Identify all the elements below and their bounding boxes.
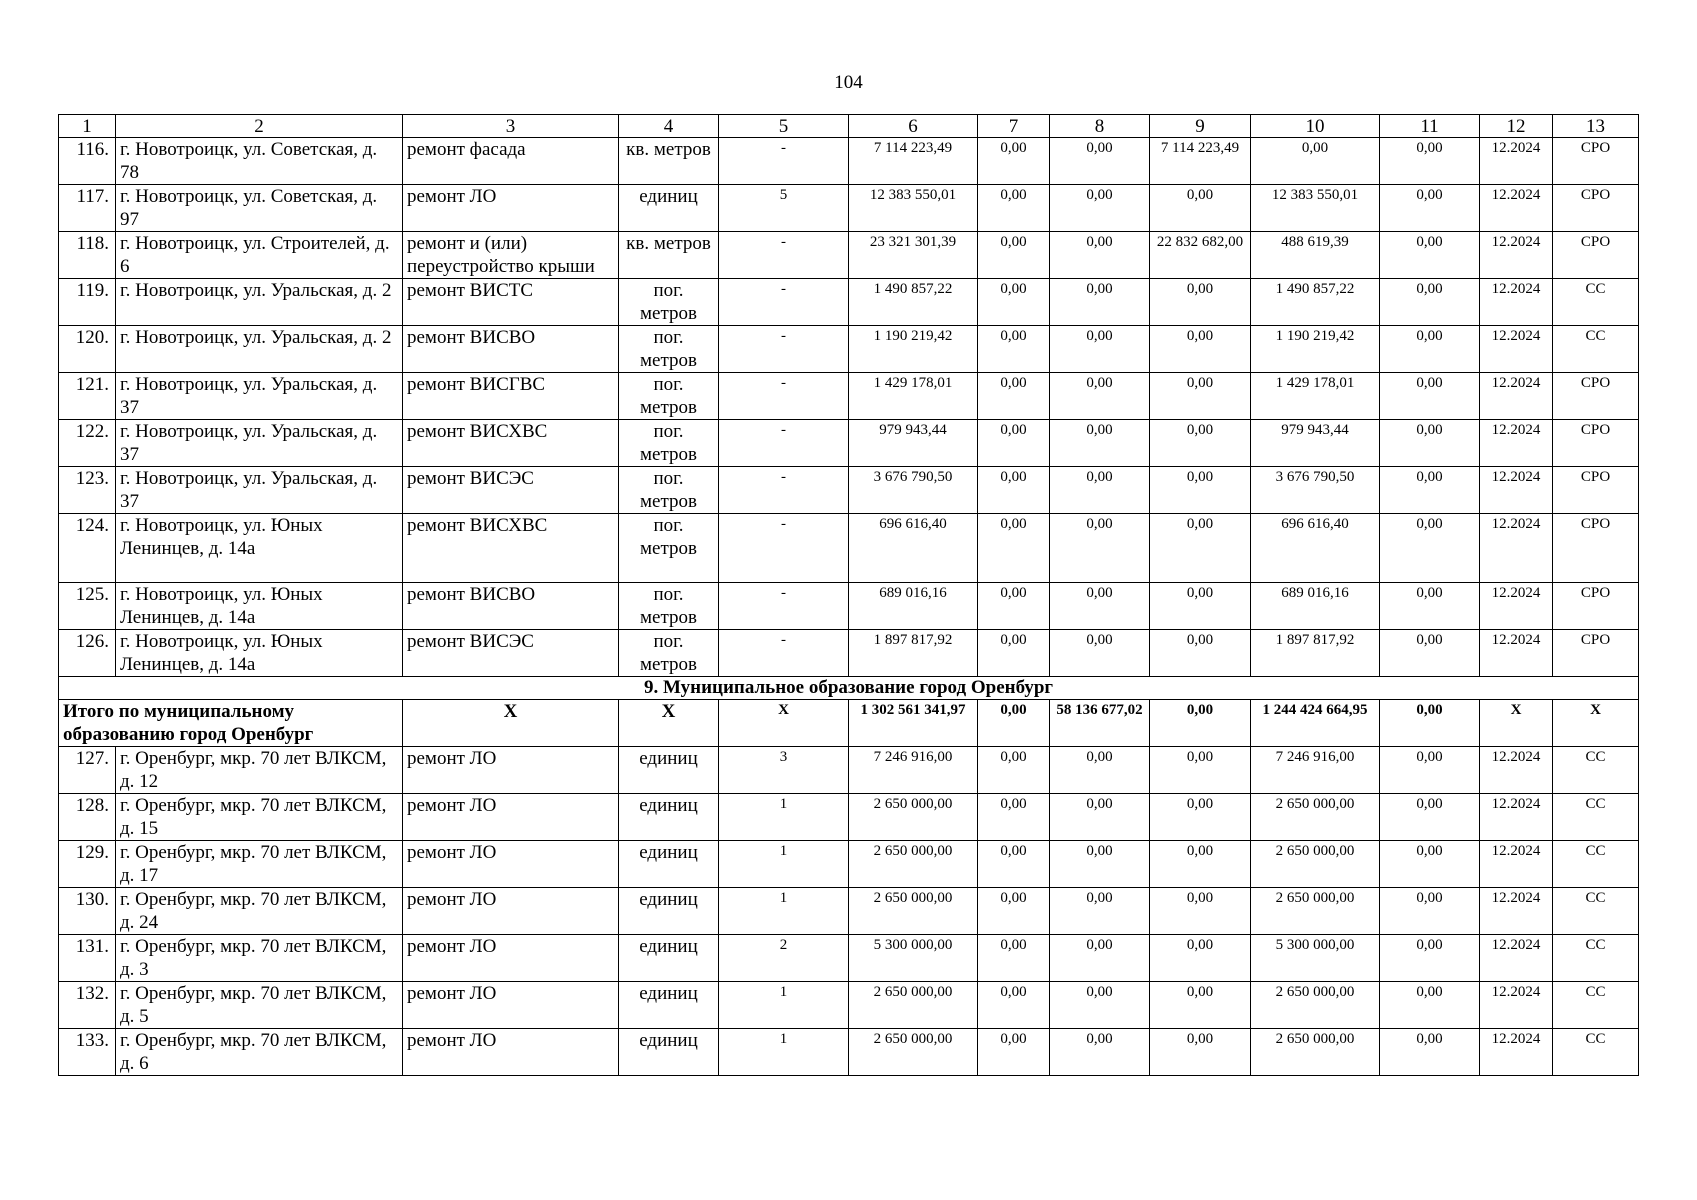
unit-cell: пог. метров — [619, 630, 719, 677]
completion-date-cell: 12.2024 — [1480, 747, 1553, 794]
table-row — [59, 583, 1639, 630]
unit-cell: пог. метров — [619, 420, 719, 467]
unit-cell: единиц — [619, 935, 719, 982]
table-row — [59, 888, 1639, 935]
method-cell: СС — [1553, 747, 1639, 794]
cost-cell: 0,00 — [1380, 279, 1480, 326]
completion-date-cell: 12.2024 — [1480, 982, 1553, 1029]
capital-repair-table — [58, 114, 1639, 1076]
cost-cell: 1 190 219,42 — [1251, 326, 1380, 373]
work-type-cell: ремонт ЛО — [403, 888, 619, 935]
unit-cell: пог. метров — [619, 514, 719, 583]
total-cost-cell: 1 897 817,92 — [849, 630, 978, 677]
cost-cell: 0,00 — [1150, 467, 1251, 514]
total-value-cell: 0,00 — [1150, 700, 1251, 747]
quantity-cell: - — [719, 232, 849, 279]
table-row — [59, 185, 1639, 232]
unit-cell: кв. метров — [619, 138, 719, 185]
total-value-cell: 1 244 424 664,95 — [1251, 700, 1380, 747]
method-cell: СС — [1553, 982, 1639, 1029]
cost-cell: 7 114 223,49 — [1150, 138, 1251, 185]
method-cell: СРО — [1553, 232, 1639, 279]
address-cell: г. Оренбург, мкр. 70 лет ВЛКСМ, д. 5 — [116, 982, 403, 1029]
method-cell: СС — [1553, 888, 1639, 935]
unit-cell: пог. метров — [619, 373, 719, 420]
quantity-cell: 3 — [719, 747, 849, 794]
section-title: 9. Муниципальное образование город Оренбург — [59, 677, 1639, 700]
completion-date-cell: 12.2024 — [1480, 888, 1553, 935]
address-cell: г. Новотроицк, ул. Юных Ленинцев, д. 14а — [116, 583, 403, 630]
row-number-cell: 123. — [59, 467, 116, 514]
column-number-cell: 3 — [403, 115, 619, 138]
row-number-cell: 118. — [59, 232, 116, 279]
method-cell: СРО — [1553, 185, 1639, 232]
cost-cell: 0,00 — [978, 373, 1050, 420]
column-number-cell: 11 — [1380, 115, 1480, 138]
table-row — [59, 373, 1639, 420]
cost-cell: 0,00 — [978, 747, 1050, 794]
unit-cell: единиц — [619, 888, 719, 935]
quantity-cell: 5 — [719, 185, 849, 232]
cost-cell: 0,00 — [978, 326, 1050, 373]
address-cell: г. Оренбург, мкр. 70 лет ВЛКСМ, д. 24 — [116, 888, 403, 935]
method-cell: СРО — [1553, 138, 1639, 185]
quantity-cell: - — [719, 583, 849, 630]
quantity-cell: - — [719, 630, 849, 677]
section-heading-row — [59, 677, 1639, 700]
table-row — [59, 935, 1639, 982]
cost-cell: 0,00 — [1150, 794, 1251, 841]
table-row — [59, 747, 1639, 794]
column-number-cell: 4 — [619, 115, 719, 138]
completion-date-cell: 12.2024 — [1480, 630, 1553, 677]
cost-cell: 0,00 — [1380, 514, 1480, 583]
cost-cell: 0,00 — [1150, 630, 1251, 677]
total-cost-cell: 2 650 000,00 — [849, 888, 978, 935]
completion-date-cell: 12.2024 — [1480, 373, 1553, 420]
column-number-cell: 13 — [1553, 115, 1639, 138]
cost-cell: 0,00 — [1050, 888, 1150, 935]
cost-cell: 0,00 — [1050, 185, 1150, 232]
method-cell: СРО — [1553, 420, 1639, 467]
cost-cell: 0,00 — [1050, 514, 1150, 583]
work-type-cell: ремонт ЛО — [403, 982, 619, 1029]
total-cost-cell: 23 321 301,39 — [849, 232, 978, 279]
unit-cell: пог. метров — [619, 583, 719, 630]
total-cost-cell: 2 650 000,00 — [849, 794, 978, 841]
cost-cell: 0,00 — [1050, 935, 1150, 982]
quantity-cell: 1 — [719, 794, 849, 841]
total-label: Итого по муниципальному образованию город Оренбург — [59, 700, 403, 747]
cost-cell: 0,00 — [1380, 630, 1480, 677]
completion-date-cell: 12.2024 — [1480, 794, 1553, 841]
completion-date-cell: 12.2024 — [1480, 1029, 1553, 1076]
cost-cell: 0,00 — [1050, 326, 1150, 373]
quantity-cell: - — [719, 514, 849, 583]
cost-cell: 0,00 — [1150, 1029, 1251, 1076]
cost-cell: 0,00 — [1380, 982, 1480, 1029]
cost-cell: 0,00 — [978, 630, 1050, 677]
column-number-cell: 9 — [1150, 115, 1251, 138]
completion-date-cell: 12.2024 — [1480, 841, 1553, 888]
unit-cell: единиц — [619, 794, 719, 841]
table-row — [59, 982, 1639, 1029]
quantity-cell: 1 — [719, 841, 849, 888]
quantity-cell: 1 — [719, 1029, 849, 1076]
row-number-cell: 133. — [59, 1029, 116, 1076]
cost-cell: 0,00 — [978, 279, 1050, 326]
column-number-cell: 7 — [978, 115, 1050, 138]
address-cell: г. Новотроицк, ул. Юных Ленинцев, д. 14а — [116, 514, 403, 583]
work-type-cell: ремонт ВИСВО — [403, 326, 619, 373]
work-type-cell: ремонт ЛО — [403, 747, 619, 794]
cost-cell: 0,00 — [1050, 1029, 1150, 1076]
cost-cell: 0,00 — [1380, 138, 1480, 185]
cost-cell: 0,00 — [1050, 841, 1150, 888]
cost-cell: 488 619,39 — [1251, 232, 1380, 279]
total-cost-cell: 2 650 000,00 — [849, 841, 978, 888]
work-type-cell: ремонт ВИСХВС — [403, 420, 619, 467]
cost-cell: 0,00 — [978, 138, 1050, 185]
completion-date-cell: 12.2024 — [1480, 138, 1553, 185]
address-cell: г. Оренбург, мкр. 70 лет ВЛКСМ, д. 12 — [116, 747, 403, 794]
row-number-cell: 125. — [59, 583, 116, 630]
column-number-cell: 6 — [849, 115, 978, 138]
total-cost-cell: 696 616,40 — [849, 514, 978, 583]
cost-cell: 0,00 — [978, 185, 1050, 232]
unit-cell: единиц — [619, 982, 719, 1029]
cost-cell: 0,00 — [1380, 1029, 1480, 1076]
cost-cell: 0,00 — [1050, 747, 1150, 794]
cost-cell: 0,00 — [1050, 232, 1150, 279]
cost-cell: 0,00 — [1050, 583, 1150, 630]
completion-date-cell: 12.2024 — [1480, 583, 1553, 630]
cost-cell: 5 300 000,00 — [1251, 935, 1380, 982]
method-cell: СС — [1553, 935, 1639, 982]
cost-cell: 0,00 — [1380, 420, 1480, 467]
cost-cell: 0,00 — [1380, 185, 1480, 232]
total-value-cell: Х — [719, 700, 849, 747]
total-cost-cell: 12 383 550,01 — [849, 185, 978, 232]
cost-cell: 0,00 — [1150, 279, 1251, 326]
table-row — [59, 514, 1639, 583]
address-cell: г. Новотроицк, ул. Уральская, д. 37 — [116, 467, 403, 514]
work-type-cell: ремонт и (или) переустройство крыши — [403, 232, 619, 279]
total-cost-cell: 1 490 857,22 — [849, 279, 978, 326]
row-number-cell: 119. — [59, 279, 116, 326]
unit-cell: единиц — [619, 185, 719, 232]
column-number-cell: 8 — [1050, 115, 1150, 138]
unit-cell: пог. метров — [619, 467, 719, 514]
cost-cell: 0,00 — [1380, 794, 1480, 841]
cost-cell: 0,00 — [1050, 373, 1150, 420]
completion-date-cell: 12.2024 — [1480, 185, 1553, 232]
cost-cell: 0,00 — [978, 841, 1050, 888]
cost-cell: 0,00 — [1150, 185, 1251, 232]
cost-cell: 0,00 — [1380, 373, 1480, 420]
row-number-cell: 128. — [59, 794, 116, 841]
cost-cell: 0,00 — [1050, 630, 1150, 677]
cost-cell: 0,00 — [978, 467, 1050, 514]
cost-cell: 0,00 — [1380, 467, 1480, 514]
total-cost-cell: 5 300 000,00 — [849, 935, 978, 982]
column-number-cell: 1 — [59, 115, 116, 138]
page-number: 104 — [834, 72, 863, 93]
row-number-cell: 131. — [59, 935, 116, 982]
total-value-cell: Х — [619, 700, 719, 747]
cost-cell: 0,00 — [1380, 841, 1480, 888]
completion-date-cell: 12.2024 — [1480, 326, 1553, 373]
cost-cell: 0,00 — [1150, 326, 1251, 373]
row-number-cell: 130. — [59, 888, 116, 935]
table-row — [59, 420, 1639, 467]
total-cost-cell: 1 190 219,42 — [849, 326, 978, 373]
address-cell: г. Новотроицк, ул. Советская, д. 78 — [116, 138, 403, 185]
cost-cell: 696 616,40 — [1251, 514, 1380, 583]
total-cost-cell: 979 943,44 — [849, 420, 978, 467]
total-value-cell: 0,00 — [1380, 700, 1480, 747]
address-cell: г. Новотроицк, ул. Строителей, д. 6 — [116, 232, 403, 279]
cost-cell: 0,00 — [1251, 138, 1380, 185]
cost-cell: 0,00 — [978, 935, 1050, 982]
column-number-cell: 10 — [1251, 115, 1380, 138]
cost-cell: 0,00 — [978, 583, 1050, 630]
total-value-cell: Х — [1553, 700, 1639, 747]
work-type-cell: ремонт ВИСТС — [403, 279, 619, 326]
column-number-cell: 5 — [719, 115, 849, 138]
unit-cell: пог. метров — [619, 279, 719, 326]
unit-cell: кв. метров — [619, 232, 719, 279]
work-type-cell: ремонт ВИСВО — [403, 583, 619, 630]
row-number-cell: 117. — [59, 185, 116, 232]
cost-cell: 0,00 — [1380, 583, 1480, 630]
address-cell: г. Новотроицк, ул. Уральская, д. 37 — [116, 420, 403, 467]
quantity-cell: - — [719, 279, 849, 326]
cost-cell: 0,00 — [1050, 279, 1150, 326]
total-cost-cell: 2 650 000,00 — [849, 982, 978, 1029]
total-cost-cell: 7 246 916,00 — [849, 747, 978, 794]
completion-date-cell: 12.2024 — [1480, 420, 1553, 467]
cost-cell: 1 429 178,01 — [1251, 373, 1380, 420]
cost-cell: 2 650 000,00 — [1251, 982, 1380, 1029]
method-cell: СРО — [1553, 373, 1639, 420]
cost-cell: 0,00 — [978, 888, 1050, 935]
cost-cell: 12 383 550,01 — [1251, 185, 1380, 232]
work-type-cell: ремонт фасада — [403, 138, 619, 185]
total-cost-cell: 689 016,16 — [849, 583, 978, 630]
cost-cell: 0,00 — [978, 1029, 1050, 1076]
cost-cell: 0,00 — [978, 232, 1050, 279]
work-type-cell: ремонт ЛО — [403, 1029, 619, 1076]
row-number-cell: 132. — [59, 982, 116, 1029]
quantity-cell: - — [719, 467, 849, 514]
row-number-cell: 121. — [59, 373, 116, 420]
cost-cell: 0,00 — [978, 420, 1050, 467]
total-value-cell: 58 136 677,02 — [1050, 700, 1150, 747]
cost-cell: 3 676 790,50 — [1251, 467, 1380, 514]
address-cell: г. Новотроицк, ул. Уральская, д. 2 — [116, 326, 403, 373]
total-cost-cell: 3 676 790,50 — [849, 467, 978, 514]
row-number-cell: 122. — [59, 420, 116, 467]
address-cell: г. Оренбург, мкр. 70 лет ВЛКСМ, д. 3 — [116, 935, 403, 982]
cost-cell: 0,00 — [1050, 467, 1150, 514]
row-number-cell: 126. — [59, 630, 116, 677]
cost-cell: 0,00 — [1380, 232, 1480, 279]
total-cost-cell: 1 429 178,01 — [849, 373, 978, 420]
quantity-cell: - — [719, 420, 849, 467]
work-type-cell: ремонт ВИСЭС — [403, 630, 619, 677]
work-type-cell: ремонт ВИСЭС — [403, 467, 619, 514]
cost-cell: 689 016,16 — [1251, 583, 1380, 630]
method-cell: СС — [1553, 841, 1639, 888]
table-row — [59, 279, 1639, 326]
method-cell: СС — [1553, 794, 1639, 841]
cost-cell: 2 650 000,00 — [1251, 841, 1380, 888]
table-row — [59, 794, 1639, 841]
cost-cell: 0,00 — [1150, 583, 1251, 630]
method-cell: СРО — [1553, 467, 1639, 514]
address-cell: г. Оренбург, мкр. 70 лет ВЛКСМ, д. 15 — [116, 794, 403, 841]
total-value-cell: Х — [1480, 700, 1553, 747]
work-type-cell: ремонт ЛО — [403, 185, 619, 232]
completion-date-cell: 12.2024 — [1480, 232, 1553, 279]
cost-cell: 0,00 — [1380, 747, 1480, 794]
cost-cell: 0,00 — [978, 794, 1050, 841]
total-cost-cell: 7 114 223,49 — [849, 138, 978, 185]
cost-cell: 0,00 — [1150, 514, 1251, 583]
table-row — [59, 138, 1639, 185]
work-type-cell: ремонт ВИСХВС — [403, 514, 619, 583]
address-cell: г. Новотроицк, ул. Уральская, д. 2 — [116, 279, 403, 326]
cost-cell: 7 246 916,00 — [1251, 747, 1380, 794]
column-number-cell: 2 — [116, 115, 403, 138]
method-cell: СРО — [1553, 583, 1639, 630]
unit-cell: единиц — [619, 747, 719, 794]
column-number-row — [59, 115, 1639, 138]
quantity-cell: 1 — [719, 982, 849, 1029]
method-cell: СРО — [1553, 630, 1639, 677]
cost-cell: 0,00 — [1380, 888, 1480, 935]
table-row — [59, 467, 1639, 514]
completion-date-cell: 12.2024 — [1480, 514, 1553, 583]
unit-cell: единиц — [619, 841, 719, 888]
unit-cell: пог. метров — [619, 326, 719, 373]
address-cell: г. Новотроицк, ул. Советская, д. 97 — [116, 185, 403, 232]
cost-cell: 979 943,44 — [1251, 420, 1380, 467]
completion-date-cell: 12.2024 — [1480, 935, 1553, 982]
row-number-cell: 120. — [59, 326, 116, 373]
method-cell: СРО — [1553, 514, 1639, 583]
row-number-cell: 129. — [59, 841, 116, 888]
cost-cell: 1 490 857,22 — [1251, 279, 1380, 326]
row-number-cell: 127. — [59, 747, 116, 794]
quantity-cell: - — [719, 326, 849, 373]
address-cell: г. Новотроицк, ул. Уральская, д. 37 — [116, 373, 403, 420]
cost-cell: 0,00 — [1380, 935, 1480, 982]
cost-cell: 0,00 — [1150, 747, 1251, 794]
quantity-cell: 2 — [719, 935, 849, 982]
cost-cell: 0,00 — [1050, 982, 1150, 1029]
quantity-cell: - — [719, 373, 849, 420]
cost-cell: 0,00 — [1050, 794, 1150, 841]
row-number-cell: 116. — [59, 138, 116, 185]
cost-cell: 0,00 — [1150, 420, 1251, 467]
quantity-cell: 1 — [719, 888, 849, 935]
cost-cell: 22 832 682,00 — [1150, 232, 1251, 279]
table-row — [59, 630, 1639, 677]
method-cell: СС — [1553, 1029, 1639, 1076]
cost-cell: 2 650 000,00 — [1251, 1029, 1380, 1076]
table-row — [59, 326, 1639, 373]
cost-cell: 1 897 817,92 — [1251, 630, 1380, 677]
cost-cell: 0,00 — [1150, 373, 1251, 420]
cost-cell: 0,00 — [1150, 888, 1251, 935]
cost-cell: 2 650 000,00 — [1251, 794, 1380, 841]
address-cell: г. Оренбург, мкр. 70 лет ВЛКСМ, д. 6 — [116, 1029, 403, 1076]
work-type-cell: ремонт ЛО — [403, 935, 619, 982]
address-cell: г. Новотроицк, ул. Юных Ленинцев, д. 14а — [116, 630, 403, 677]
work-type-cell: ремонт ЛО — [403, 841, 619, 888]
municipality-total-row — [59, 700, 1639, 747]
table-row — [59, 232, 1639, 279]
cost-cell: 0,00 — [978, 982, 1050, 1029]
completion-date-cell: 12.2024 — [1480, 467, 1553, 514]
cost-cell: 2 650 000,00 — [1251, 888, 1380, 935]
unit-cell: единиц — [619, 1029, 719, 1076]
method-cell: СС — [1553, 279, 1639, 326]
table-row — [59, 1029, 1639, 1076]
cost-cell: 0,00 — [1150, 982, 1251, 1029]
total-value-cell: 1 302 561 341,97 — [849, 700, 978, 747]
completion-date-cell: 12.2024 — [1480, 279, 1553, 326]
cost-cell: 0,00 — [1050, 420, 1150, 467]
column-number-cell: 12 — [1480, 115, 1553, 138]
table-row — [59, 841, 1639, 888]
cost-cell: 0,00 — [1150, 935, 1251, 982]
quantity-cell: - — [719, 138, 849, 185]
cost-cell: 0,00 — [1150, 841, 1251, 888]
total-value-cell: Х — [403, 700, 619, 747]
work-type-cell: ремонт ЛО — [403, 794, 619, 841]
method-cell: СС — [1553, 326, 1639, 373]
work-type-cell: ремонт ВИСГВС — [403, 373, 619, 420]
total-value-cell: 0,00 — [978, 700, 1050, 747]
cost-cell: 0,00 — [978, 514, 1050, 583]
address-cell: г. Оренбург, мкр. 70 лет ВЛКСМ, д. 17 — [116, 841, 403, 888]
total-cost-cell: 2 650 000,00 — [849, 1029, 978, 1076]
cost-cell: 0,00 — [1380, 326, 1480, 373]
row-number-cell: 124. — [59, 514, 116, 583]
cost-cell: 0,00 — [1050, 138, 1150, 185]
